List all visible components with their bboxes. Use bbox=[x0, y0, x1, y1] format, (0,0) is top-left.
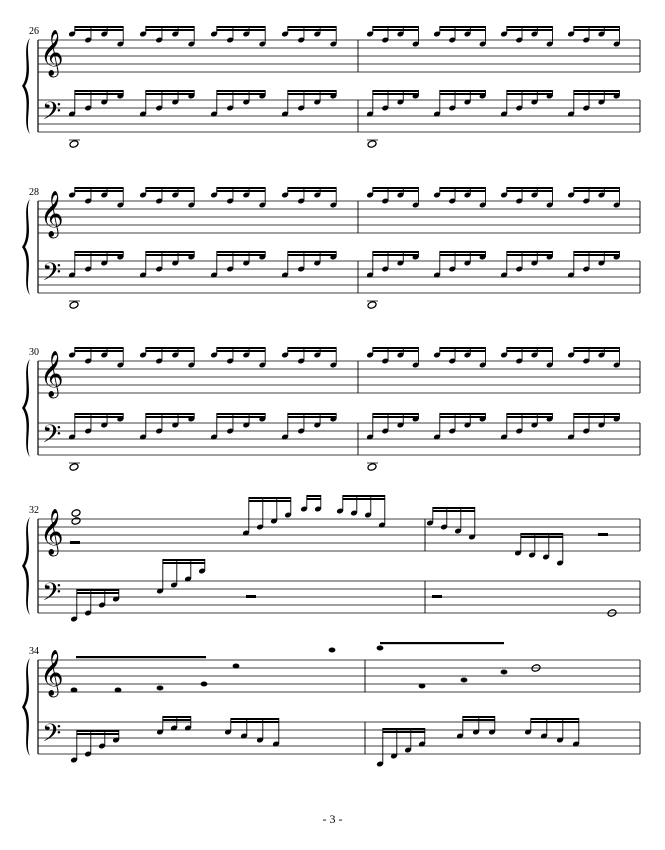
treble-sixteenth-group bbox=[68, 187, 124, 208]
bass-staff bbox=[38, 261, 640, 293]
beam bbox=[77, 730, 119, 732]
bass-sixteenth-group bbox=[366, 90, 419, 117]
page-number: - 3 - bbox=[322, 812, 343, 826]
treble-clef-icon: 𝄞 bbox=[40, 351, 64, 397]
bass-sixteenth-group bbox=[366, 413, 419, 440]
half-rest-icon bbox=[246, 595, 256, 598]
treble-sixteenth-group bbox=[500, 187, 553, 208]
beam bbox=[574, 90, 620, 92]
treble-sixteenth-group bbox=[433, 26, 486, 47]
bass-half-note bbox=[69, 140, 79, 149]
brace-icon bbox=[22, 359, 30, 457]
beam bbox=[383, 731, 425, 733]
beam bbox=[507, 413, 553, 415]
beam bbox=[146, 416, 194, 418]
beam bbox=[75, 93, 123, 95]
bass-half-note bbox=[69, 463, 79, 472]
beam bbox=[288, 251, 336, 253]
beam bbox=[307, 495, 321, 497]
beam bbox=[440, 251, 486, 253]
bass-sixteenth-group bbox=[139, 413, 195, 440]
system-1 bbox=[22, 26, 640, 148]
beam bbox=[288, 187, 336, 189]
beam bbox=[146, 347, 194, 349]
treble-sixteenth-group bbox=[68, 347, 124, 368]
beam bbox=[146, 350, 194, 352]
system-2 bbox=[22, 187, 640, 309]
beam bbox=[531, 721, 579, 723]
bass-sixteenth-group bbox=[156, 716, 192, 735]
beam bbox=[507, 254, 553, 256]
beam bbox=[75, 29, 123, 31]
brace-icon bbox=[22, 38, 30, 134]
beam bbox=[217, 190, 265, 192]
treble-sixteenth-group bbox=[139, 187, 195, 208]
bass-sixteenth-group bbox=[224, 718, 280, 747]
treble-sixteenth-group bbox=[567, 187, 620, 208]
half-rest-icon bbox=[598, 533, 608, 536]
beam bbox=[288, 90, 336, 92]
beam bbox=[373, 29, 419, 31]
treble-sixteenth-group bbox=[500, 347, 553, 368]
brace-icon bbox=[22, 517, 30, 615]
beam bbox=[440, 187, 486, 189]
beam bbox=[76, 656, 206, 658]
bass-sixteenth-group bbox=[281, 251, 337, 278]
bass-sixteenth-group bbox=[433, 90, 486, 117]
bass-sixteenth-group bbox=[524, 718, 580, 747]
beam bbox=[373, 416, 419, 418]
bass-sixteenth-group bbox=[433, 413, 486, 440]
system-5 bbox=[22, 642, 640, 767]
beam bbox=[507, 29, 553, 31]
beam bbox=[507, 190, 553, 192]
beam bbox=[163, 716, 191, 718]
beam bbox=[433, 507, 475, 509]
beam bbox=[75, 416, 123, 418]
treble-sixteenth-group bbox=[242, 497, 292, 536]
notehead bbox=[461, 678, 468, 683]
beam bbox=[217, 187, 265, 189]
treble-sixteenth-group bbox=[210, 347, 266, 368]
beam bbox=[77, 733, 119, 735]
treble-sixteenth-group bbox=[336, 495, 386, 528]
beam bbox=[440, 190, 486, 192]
half-rest-icon bbox=[432, 595, 442, 598]
beam bbox=[75, 347, 123, 349]
treble-sixteenth-group bbox=[514, 533, 564, 566]
treble-sixteenth-group bbox=[210, 187, 266, 208]
beam bbox=[288, 93, 336, 95]
beam bbox=[433, 510, 475, 512]
beam bbox=[146, 251, 194, 253]
beam bbox=[440, 413, 486, 415]
beam bbox=[440, 416, 486, 418]
beam bbox=[217, 350, 265, 352]
beam bbox=[507, 350, 553, 352]
beam bbox=[440, 26, 486, 28]
beam bbox=[507, 90, 553, 92]
measure-number: 26 bbox=[29, 26, 39, 37]
beam bbox=[574, 187, 620, 189]
beam bbox=[574, 413, 620, 415]
beam bbox=[146, 254, 194, 256]
beam bbox=[75, 350, 123, 352]
beam bbox=[507, 416, 553, 418]
measure-number: 30 bbox=[29, 347, 39, 358]
whole-note bbox=[71, 517, 81, 526]
beam bbox=[507, 251, 553, 253]
beam bbox=[288, 350, 336, 352]
beam bbox=[146, 190, 194, 192]
bass-sixteenth-group bbox=[567, 90, 620, 117]
beam bbox=[75, 413, 123, 415]
beam bbox=[574, 350, 620, 352]
beam bbox=[574, 26, 620, 28]
treble-sixteenth-group bbox=[366, 347, 419, 368]
beam bbox=[373, 347, 419, 349]
beam bbox=[373, 187, 419, 189]
bass-clef-icon: 𝄢 bbox=[42, 97, 62, 132]
treble-sixteenth-group bbox=[300, 495, 322, 512]
treble-clef-icon: 𝄞 bbox=[40, 650, 64, 696]
treble-clef-icon: 𝄞 bbox=[40, 509, 64, 555]
beam bbox=[440, 90, 486, 92]
measure-number: 34 bbox=[29, 646, 39, 657]
treble-clef-icon: 𝄞 bbox=[40, 191, 64, 237]
beam bbox=[288, 29, 336, 31]
beam bbox=[217, 90, 265, 92]
bass-sixteenth-group bbox=[70, 730, 120, 763]
treble-staff bbox=[38, 660, 640, 692]
beam bbox=[373, 190, 419, 192]
beam bbox=[440, 93, 486, 95]
beam bbox=[380, 642, 504, 644]
notehead bbox=[419, 684, 426, 689]
systems-layer bbox=[22, 26, 640, 767]
bass-sixteenth-group bbox=[281, 413, 337, 440]
beam bbox=[463, 716, 495, 718]
whole-note bbox=[71, 509, 81, 518]
beam bbox=[146, 26, 194, 28]
bass-sixteenth-group bbox=[366, 251, 419, 278]
bass-sixteenth-group bbox=[281, 90, 337, 117]
treble-clef-icon: 𝄞 bbox=[40, 30, 64, 76]
bass-sixteenth-group bbox=[210, 90, 266, 117]
beam bbox=[574, 93, 620, 95]
bass-sixteenth-group bbox=[139, 251, 195, 278]
beam bbox=[574, 251, 620, 253]
beam bbox=[507, 187, 553, 189]
beam bbox=[217, 254, 265, 256]
notehead bbox=[501, 670, 508, 675]
bass-sixteenth-group bbox=[456, 716, 496, 739]
treble-sixteenth-group bbox=[567, 26, 620, 47]
beam bbox=[521, 536, 563, 538]
beam bbox=[146, 90, 194, 92]
beam bbox=[373, 350, 419, 352]
bass-clef-icon: 𝄢 bbox=[42, 578, 62, 613]
bass-sixteenth-group bbox=[139, 90, 195, 117]
notehead bbox=[233, 664, 240, 669]
beam bbox=[440, 347, 486, 349]
beam bbox=[383, 728, 425, 730]
beam bbox=[249, 500, 291, 502]
notehead bbox=[157, 686, 164, 691]
half-rest-icon bbox=[70, 541, 80, 544]
beam bbox=[343, 495, 385, 497]
beam bbox=[75, 90, 123, 92]
beam bbox=[373, 90, 419, 92]
beam bbox=[288, 254, 336, 256]
bass-clef-icon: 𝄢 bbox=[42, 420, 62, 455]
beam bbox=[440, 254, 486, 256]
beam bbox=[75, 26, 123, 28]
bass-clef-icon: 𝄢 bbox=[42, 258, 62, 293]
beam bbox=[163, 559, 205, 561]
beam bbox=[373, 251, 419, 253]
beam bbox=[463, 719, 495, 721]
beam bbox=[288, 26, 336, 28]
beam bbox=[217, 93, 265, 95]
bass-sixteenth-group bbox=[500, 90, 553, 117]
bass-half-note bbox=[367, 140, 377, 149]
measure-number: 32 bbox=[29, 505, 39, 516]
beam bbox=[75, 190, 123, 192]
bass-half-note bbox=[367, 301, 377, 310]
beam bbox=[373, 93, 419, 95]
treble-sixteenth-group bbox=[281, 26, 337, 47]
beam bbox=[343, 498, 385, 500]
brace-icon bbox=[22, 658, 30, 756]
beam bbox=[75, 251, 123, 253]
beam bbox=[574, 29, 620, 31]
beam bbox=[217, 29, 265, 31]
beam bbox=[373, 26, 419, 28]
treble-sixteenth-group bbox=[366, 26, 419, 47]
notehead bbox=[329, 648, 336, 653]
brace-icon bbox=[22, 199, 30, 295]
bass-staff bbox=[38, 423, 640, 455]
bass-sixteenth-group bbox=[68, 413, 124, 440]
beam bbox=[217, 413, 265, 415]
bass-staff bbox=[38, 581, 640, 613]
system-3 bbox=[22, 347, 640, 471]
beam bbox=[521, 533, 563, 535]
notehead bbox=[115, 688, 122, 693]
bass-sixteenth-group bbox=[376, 728, 426, 767]
bass-staff bbox=[38, 100, 640, 132]
treble-sixteenth-group bbox=[139, 347, 195, 368]
treble-sixteenth-group bbox=[366, 187, 419, 208]
bass-sixteenth-group bbox=[68, 90, 124, 117]
bass-sixteenth-group bbox=[500, 251, 553, 278]
system-4 bbox=[22, 495, 640, 622]
beam bbox=[288, 416, 336, 418]
beam bbox=[440, 29, 486, 31]
treble-sixteenth-group bbox=[433, 187, 486, 208]
beam bbox=[146, 93, 194, 95]
beam bbox=[574, 416, 620, 418]
beam bbox=[163, 562, 205, 564]
measure-number: 28 bbox=[29, 187, 39, 198]
bass-sixteenth-group bbox=[433, 251, 486, 278]
beam bbox=[77, 592, 119, 594]
treble-sixteenth-group bbox=[210, 26, 266, 47]
bass-sixteenth-group bbox=[567, 251, 620, 278]
bass-sixteenth-group bbox=[68, 251, 124, 278]
notehead bbox=[377, 646, 384, 651]
beam bbox=[440, 350, 486, 352]
bass-sixteenth-group bbox=[567, 413, 620, 440]
beam bbox=[146, 187, 194, 189]
beam bbox=[217, 251, 265, 253]
bass-clef-icon: 𝄢 bbox=[42, 719, 62, 754]
treble-sixteenth-group bbox=[139, 26, 195, 47]
notehead bbox=[201, 682, 208, 687]
beam bbox=[217, 26, 265, 28]
beam bbox=[75, 254, 123, 256]
notehead bbox=[71, 688, 78, 693]
beam bbox=[231, 718, 279, 720]
beam bbox=[307, 498, 321, 500]
beam bbox=[373, 413, 419, 415]
beam bbox=[574, 190, 620, 192]
treble-sixteenth-group bbox=[433, 347, 486, 368]
beam bbox=[574, 254, 620, 256]
bass-sixteenth-group bbox=[500, 413, 553, 440]
beam bbox=[507, 93, 553, 95]
bass-half-note bbox=[69, 301, 79, 310]
beam bbox=[146, 413, 194, 415]
bass-sixteenth-group bbox=[210, 413, 266, 440]
beam bbox=[146, 29, 194, 31]
beam bbox=[217, 416, 265, 418]
beam bbox=[163, 719, 191, 721]
treble-sixteenth-group bbox=[68, 26, 124, 47]
bass-staff bbox=[38, 722, 640, 754]
bass-sixteenth-group bbox=[70, 589, 120, 622]
beam bbox=[217, 347, 265, 349]
treble-sixteenth-group bbox=[281, 187, 337, 208]
beam bbox=[288, 190, 336, 192]
bass-sixteenth-group bbox=[210, 251, 266, 278]
treble-sixteenth-group bbox=[500, 26, 553, 47]
beam bbox=[75, 187, 123, 189]
beam bbox=[574, 347, 620, 349]
treble-sixteenth-group bbox=[281, 347, 337, 368]
beam bbox=[77, 589, 119, 591]
beam bbox=[373, 254, 419, 256]
bass-half-note bbox=[367, 463, 377, 472]
beam bbox=[507, 347, 553, 349]
beam bbox=[288, 347, 336, 349]
beam bbox=[531, 718, 579, 720]
beam bbox=[231, 721, 279, 723]
beam bbox=[507, 26, 553, 28]
treble-sixteenth-group bbox=[567, 347, 620, 368]
beam bbox=[288, 413, 336, 415]
beam bbox=[249, 497, 291, 499]
